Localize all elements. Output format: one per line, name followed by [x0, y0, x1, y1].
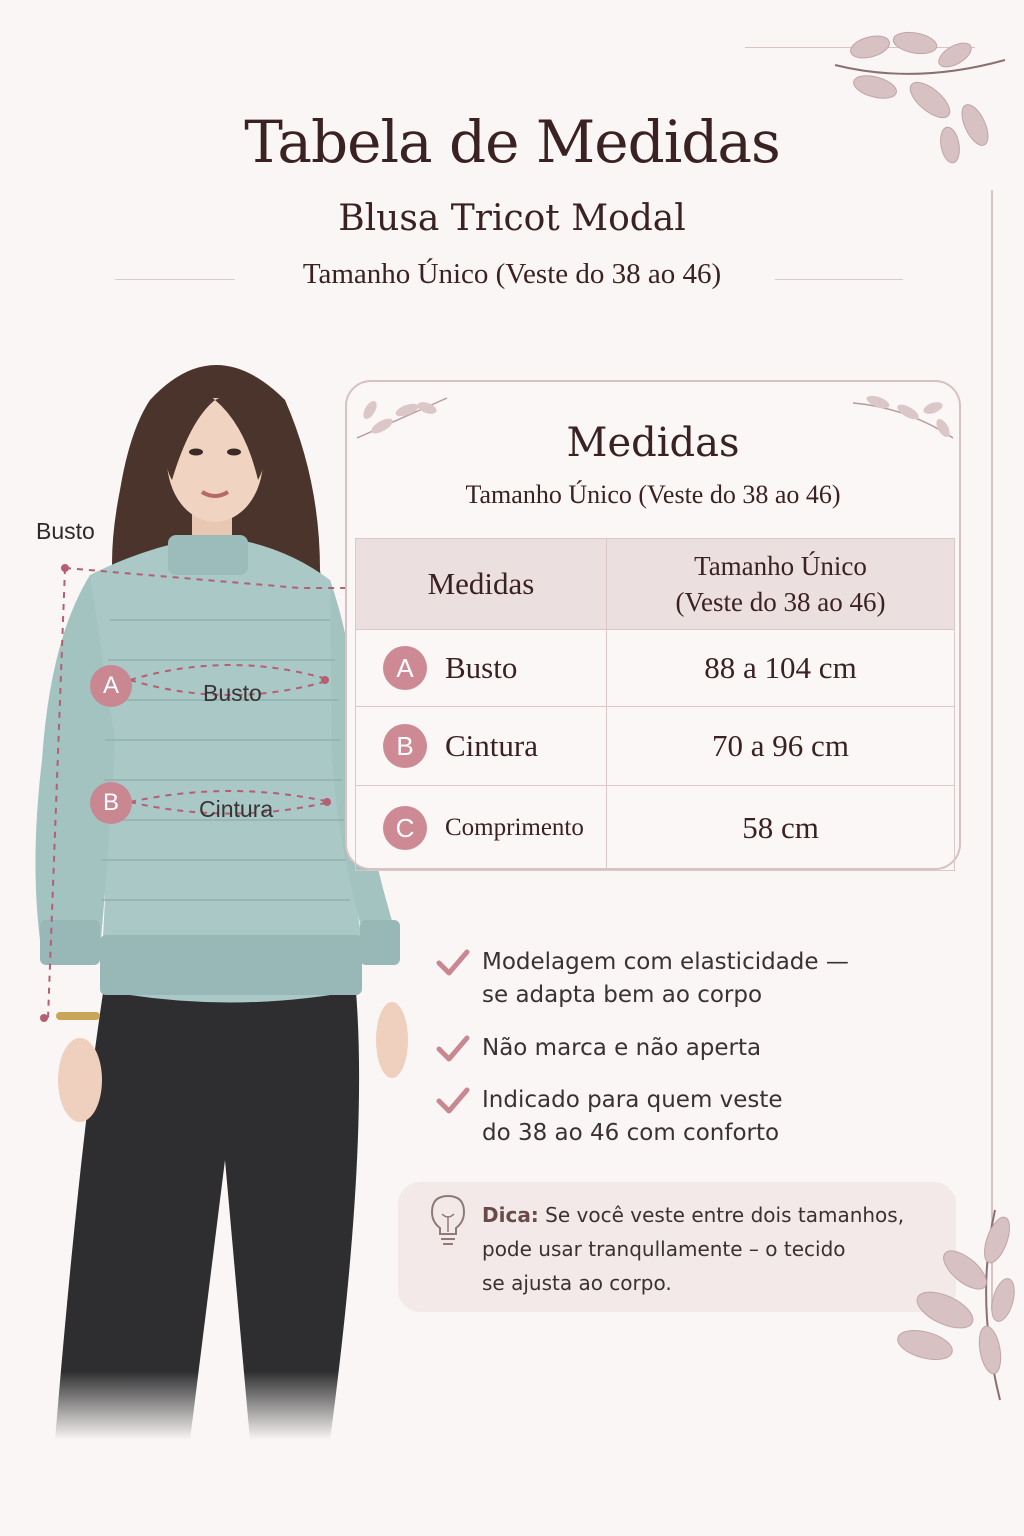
- label-cintura: Cintura: [199, 796, 274, 822]
- tip-label: Dica:: [482, 1203, 539, 1227]
- row-badge: A: [383, 646, 427, 690]
- header-size-line1: Tamanho Único: [694, 551, 867, 581]
- list-item: [436, 1032, 956, 1068]
- row-label: [357, 646, 605, 690]
- row-value: 70 a 96 cm: [607, 707, 955, 786]
- row-value: 58 cm: [607, 786, 955, 871]
- size-info: Tamanho Único (Veste do 38 ao 46): [302, 258, 722, 290]
- list-item-line1: Indicado para quem veste: [482, 1087, 783, 1113]
- row-label: [357, 724, 605, 768]
- list-item-line2: se adapta bem ao corpo: [482, 982, 763, 1008]
- row-name: Busto: [445, 650, 518, 685]
- frame-line-right: [991, 190, 993, 1310]
- check-icon: [436, 1034, 470, 1064]
- leaves-bottom-right-icon: [885, 1200, 1015, 1410]
- list-item-line1: Modelagem com elasticidade —: [482, 949, 849, 975]
- list-item-line2: do 38 ao 46 com conforto: [482, 1120, 780, 1146]
- tip-line3: se ajusta ao corpo.: [482, 1271, 672, 1295]
- badge-a: A: [90, 665, 132, 707]
- row-name: Comprimento: [445, 814, 584, 841]
- card-subtitle: Tamanho Único (Veste do 38 ao 46): [465, 480, 841, 509]
- page-title: Tabela de Medidas: [244, 108, 780, 176]
- product-name: Blusa Tricot Modal: [338, 198, 686, 239]
- list-item: [436, 946, 956, 1016]
- measure-top-label: Busto: [36, 518, 95, 544]
- tip-text: [482, 1198, 942, 1300]
- lightbulb-icon: [428, 1192, 468, 1248]
- row-label: [357, 806, 605, 850]
- tip-line1: Se você veste entre dois tamanhos,: [545, 1203, 905, 1227]
- row-name: Cintura: [445, 728, 538, 763]
- badge-b: B: [90, 782, 132, 824]
- check-icon: [436, 1086, 470, 1116]
- list-item: [436, 1084, 956, 1154]
- table-header-row: [356, 539, 955, 630]
- list-item-line1: Não marca e não aperta: [482, 1035, 762, 1061]
- header-size: [607, 539, 955, 630]
- table-row: [356, 786, 955, 871]
- header-measures: Medidas: [356, 539, 607, 630]
- check-icon: [436, 948, 470, 978]
- row-value: 88 a 104 cm: [607, 630, 955, 707]
- header-size-line2: (Veste do 38 ao 46): [675, 587, 886, 617]
- measurement-table: [355, 538, 955, 871]
- label-busto: Busto: [203, 680, 262, 706]
- row-badge: B: [383, 724, 427, 768]
- row-badge: C: [383, 806, 427, 850]
- table-row: [356, 707, 955, 786]
- card-title: Medidas: [566, 420, 740, 466]
- tip-line2: pode usar tranqullamente – o tecido: [482, 1237, 846, 1261]
- table-row: [356, 630, 955, 707]
